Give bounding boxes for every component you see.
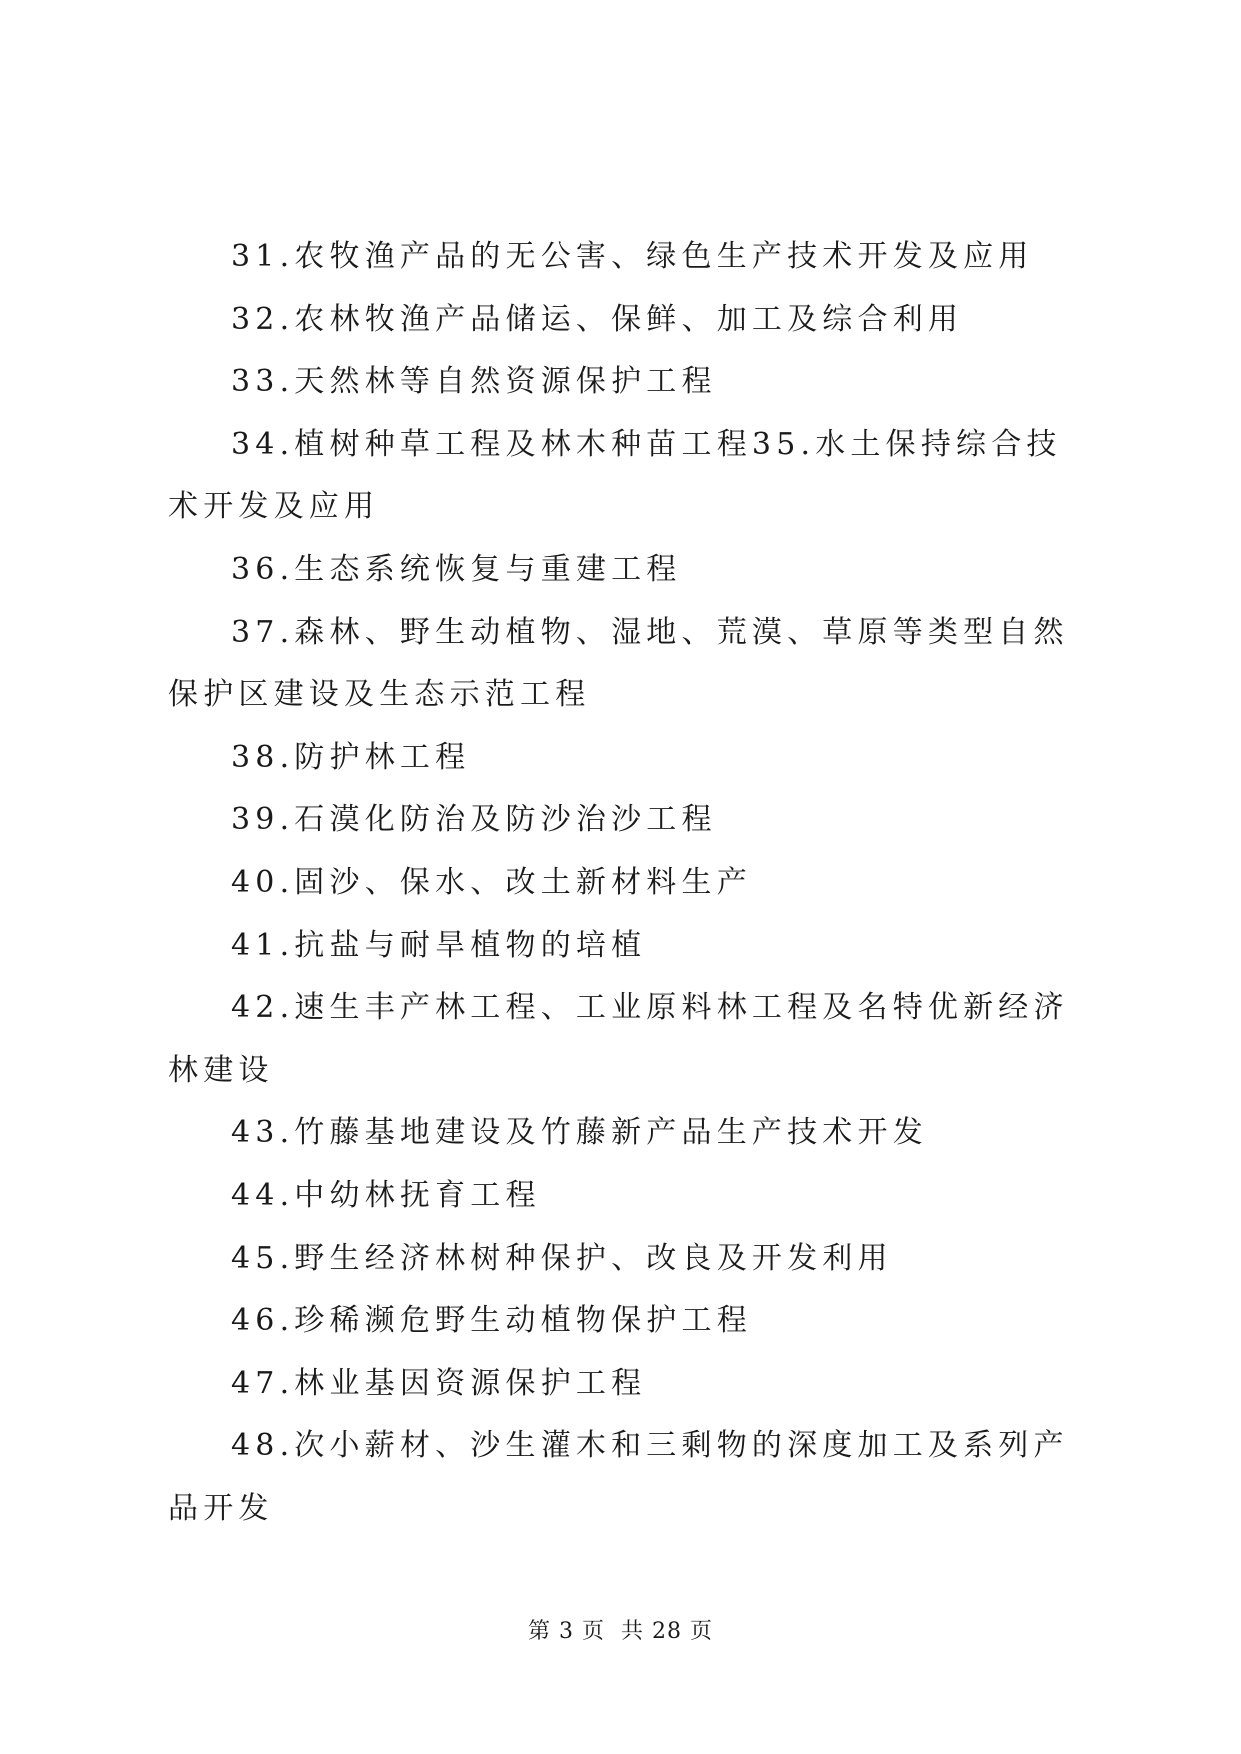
paragraph: 34.植树种草工程及林木种苗工程35.水土保持综合技术开发及应用	[168, 426, 1062, 525]
paragraph: 33.天然林等自然资源保护工程	[231, 364, 717, 400]
paragraph: 41.抗盐与耐旱植物的培植	[231, 927, 647, 963]
paragraph: 39.石漠化防治及防沙治沙工程	[231, 802, 717, 838]
paragraph: 43.竹藤基地建设及竹藤新产品生产技术开发	[231, 1115, 928, 1151]
paragraph: 37.森林、野生动植物、湿地、荒漠、草原等类型自然保护区建设及生态示范工程	[168, 614, 1069, 713]
paragraph: 47.林业基因资源保护工程	[231, 1365, 647, 1401]
page-number: 第 3 页	[528, 1619, 605, 1644]
document-body	[168, 226, 1086, 1540]
paragraph: 32.农林牧渔产品储运、保鲜、加工及综合利用	[231, 301, 964, 337]
paragraph: 45.野生经济林树种保护、改良及开发利用	[231, 1240, 893, 1276]
paragraph: 38.防护林工程	[231, 739, 471, 775]
paragraph: 36.生态系统恢复与重建工程	[231, 551, 682, 587]
paragraph: 48.次小薪材、沙生灌木和三剩物的深度加工及系列产品开发	[168, 1428, 1069, 1526]
paragraph: 31.农牧渔产品的无公害、绿色生产技术开发及应用	[231, 239, 1034, 274]
page-footer	[0, 1614, 1241, 1645]
page-total: 共 28 页	[621, 1619, 713, 1644]
paragraph: 44.中幼林抚育工程	[231, 1177, 541, 1213]
paragraph: 40.固沙、保水、改土新材料生产	[231, 864, 752, 900]
paragraph: 46.珍稀濒危野生动植物保护工程	[231, 1303, 752, 1339]
paragraph: 42.速生丰产林工程、工业原料林工程及名特优新经济林建设	[168, 990, 1069, 1088]
